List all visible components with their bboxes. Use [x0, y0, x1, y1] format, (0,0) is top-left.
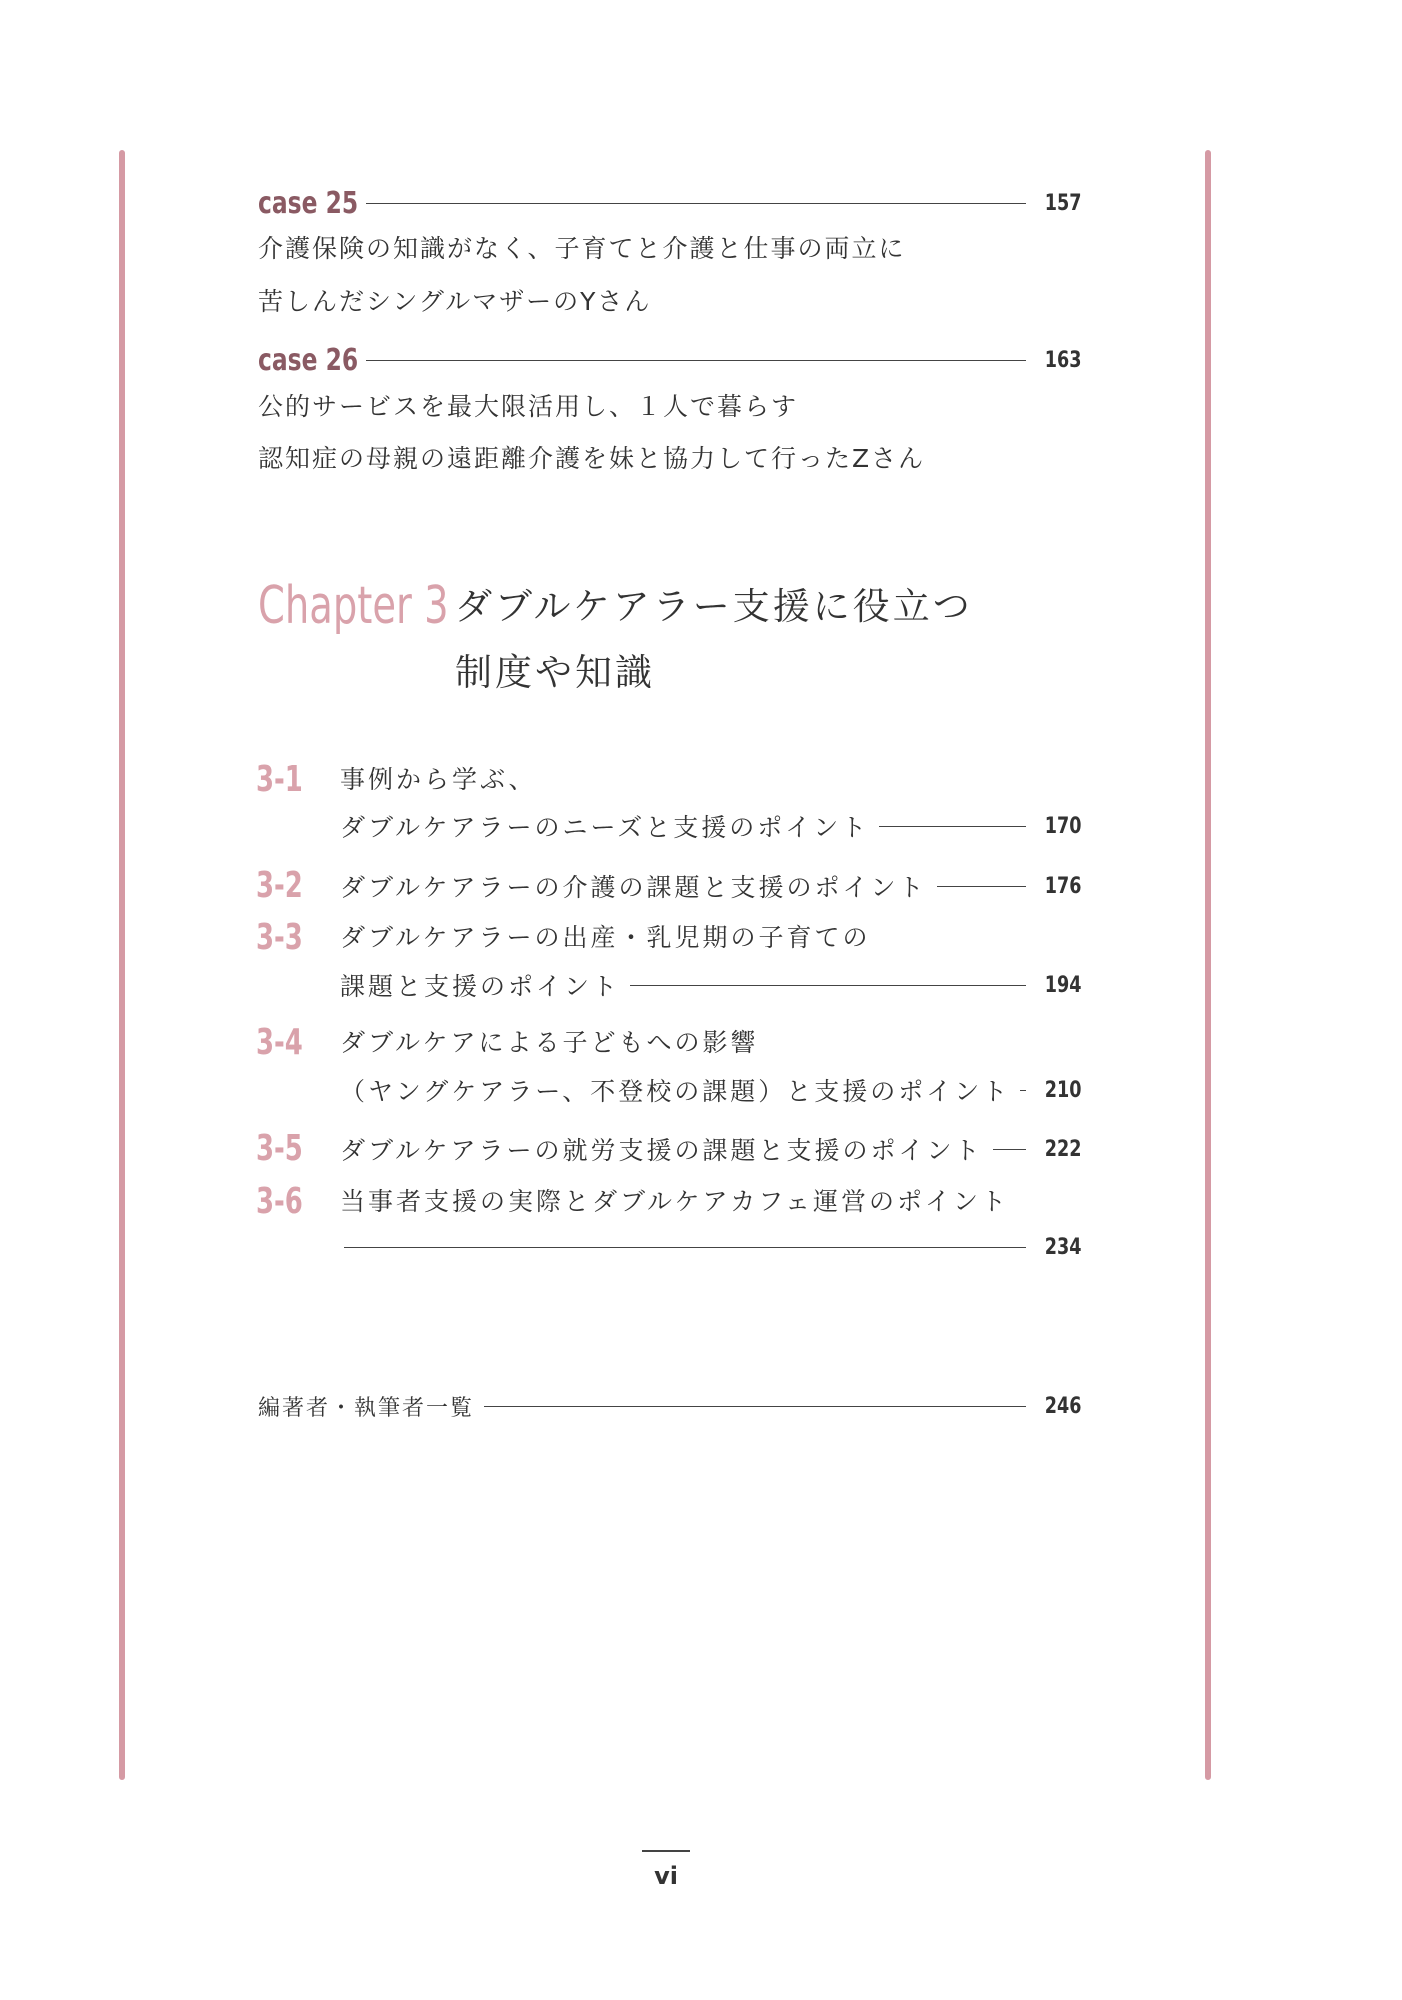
case-label: case 25 — [258, 185, 359, 221]
page-number: 246 — [1044, 1393, 1082, 1419]
section-title-line: 課題と支援のポイント — [340, 972, 621, 1001]
page-number: 194 — [1044, 972, 1082, 998]
toc-entry-section-3-1[interactable] — [340, 808, 1080, 844]
page-number: 163 — [1044, 347, 1082, 373]
section-title-line: ダブルケアラーの介護の課題と支援のポイント — [340, 873, 927, 902]
section-number: 3-3 — [256, 917, 303, 958]
dot-leader — [366, 203, 1026, 204]
chapter-title-line: 制度や知識 — [455, 651, 655, 694]
toc-entry-section-3-5[interactable] — [340, 1131, 1080, 1167]
dot-leader — [993, 1149, 1026, 1150]
section-number: 3-6 — [256, 1181, 303, 1222]
case-description-line: 苦しんだシングルマザーのYさん — [258, 287, 652, 316]
section-number: 3-5 — [256, 1128, 303, 1169]
section-title-line: ダブルケアラーのニーズと支援のポイント — [340, 813, 870, 842]
authors-label: 編著者・執筆者一覧 — [258, 1395, 475, 1421]
page-folio: vi — [654, 1862, 678, 1890]
dot-leader — [879, 826, 1026, 827]
section-title-line: 事例から学ぶ、 — [340, 765, 537, 794]
toc-entry-section-3-3[interactable] — [340, 967, 1080, 1003]
case-description-line: 公的サービスを最大限活用し、１人で暮らす — [258, 392, 799, 421]
toc-entry-case-26[interactable] — [258, 340, 1080, 380]
section-title-line: （ヤングケアラー、不登校の課題）と支援のポイント — [340, 1077, 1011, 1106]
section-title-line: 当事者支援の実際とダブルケアカフェ運営のポイント — [340, 1187, 1010, 1216]
page-number: 176 — [1044, 873, 1082, 899]
dot-leader — [484, 1406, 1026, 1407]
case-description-line: 認知症の母親の遠距離介護を妹と協力して行ったZさん — [258, 444, 926, 473]
chapter-title-line: ダブルケアラー支援に役立つ — [455, 585, 973, 628]
dot-leader — [344, 1247, 1026, 1248]
dot-leader — [937, 886, 1026, 887]
page-number: 157 — [1044, 190, 1082, 216]
toc-entry-section-3-6[interactable] — [340, 1229, 1080, 1265]
section-title-line: ダブルケアによる子どもへの影響 — [340, 1028, 759, 1057]
page-number: 170 — [1044, 813, 1082, 839]
toc-entry-section-3-2[interactable] — [340, 868, 1080, 904]
dot-leader — [1020, 1090, 1026, 1091]
toc-entry-case-25[interactable] — [258, 183, 1080, 223]
toc-entry-section-3-4[interactable] — [340, 1072, 1080, 1108]
case-description-line: 介護保険の知識がなく、子育てと介護と仕事の両立に — [258, 234, 906, 263]
page-number: 234 — [1044, 1234, 1082, 1260]
page-number: 222 — [1044, 1136, 1082, 1162]
section-title-line: ダブルケアラーの就労支援の課題と支援のポイント — [340, 1136, 983, 1165]
dot-leader — [366, 360, 1026, 361]
toc-entry-authors[interactable] — [258, 1386, 1080, 1426]
section-number: 3-2 — [256, 865, 303, 906]
folio-rule — [642, 1850, 690, 1852]
dot-leader — [630, 985, 1026, 986]
section-number: 3-1 — [256, 759, 303, 800]
left-margin-bar — [119, 150, 125, 1780]
case-label: case 26 — [258, 342, 359, 378]
section-number: 3-4 — [256, 1022, 303, 1063]
chapter-label: Chapter 3 — [258, 576, 449, 636]
right-margin-bar — [1205, 150, 1211, 1780]
page-number: 210 — [1044, 1077, 1082, 1103]
section-title-line: ダブルケアラーの出産・乳児期の子育ての — [340, 923, 871, 952]
